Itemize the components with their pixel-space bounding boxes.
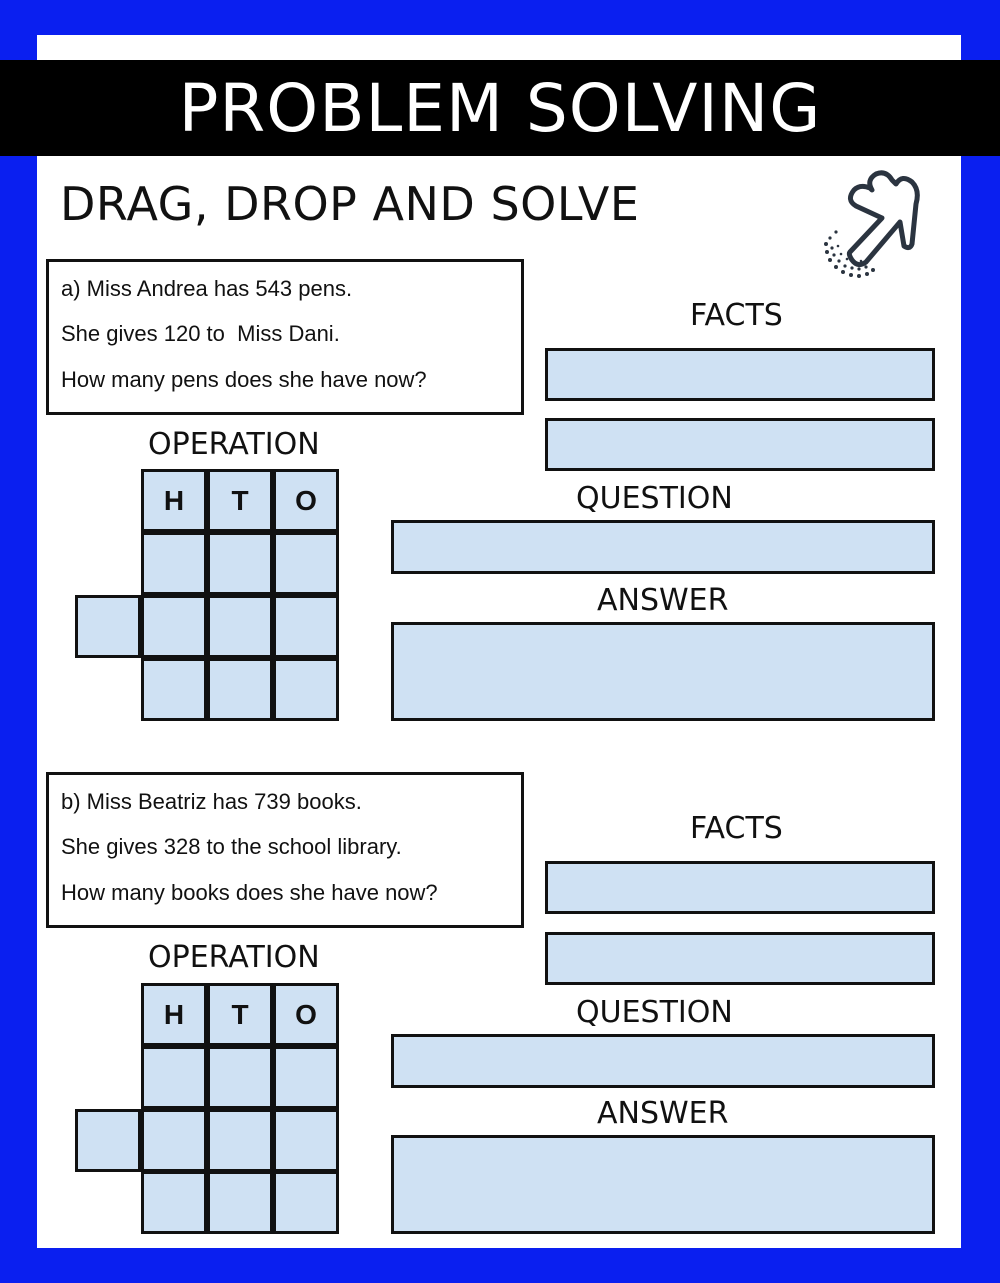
tap-hand-icon bbox=[812, 160, 936, 292]
grid-cell-a-r1-o[interactable] bbox=[273, 532, 339, 595]
hundreds-header: H bbox=[141, 983, 207, 1046]
facts-drop-zone-a-1[interactable] bbox=[545, 348, 935, 401]
grid-cell-b-r3-o[interactable] bbox=[273, 1171, 339, 1234]
grid-cell-a-r1-h[interactable] bbox=[141, 532, 207, 595]
grid-cell-a-r2-h[interactable] bbox=[141, 595, 207, 658]
problem-b-line-2: She gives 328 to the school library. bbox=[61, 834, 402, 859]
grid-cell-a-r3-h[interactable] bbox=[141, 658, 207, 721]
page-subtitle: DRAG, DROP AND SOLVE bbox=[60, 177, 640, 231]
question-label-a: QUESTION bbox=[576, 481, 733, 516]
grid-cell-a-r2-t[interactable] bbox=[207, 595, 273, 658]
grid-cell-a-r3-t[interactable] bbox=[207, 658, 273, 721]
problem-a-line-1: a) Miss Andrea has 543 pens. bbox=[61, 276, 353, 301]
facts-drop-zone-a-2[interactable] bbox=[545, 418, 935, 471]
problem-a-line-2: She gives 120 to Miss Dani. bbox=[61, 321, 340, 346]
hundreds-header: H bbox=[141, 469, 207, 532]
grid-cell-a-r3-o[interactable] bbox=[273, 658, 339, 721]
answer-label-b: ANSWER bbox=[597, 1096, 729, 1131]
problem-a-line-3: How many pens does she have now? bbox=[61, 367, 427, 392]
operation-label-a: OPERATION bbox=[148, 427, 320, 462]
grid-cell-b-r2-o[interactable] bbox=[273, 1109, 339, 1172]
problem-b-box bbox=[46, 772, 524, 928]
answer-drop-zone-b[interactable] bbox=[391, 1135, 935, 1234]
problem-b-line-1: b) Miss Beatriz has 739 books. bbox=[61, 789, 362, 814]
question-label-b: QUESTION bbox=[576, 995, 733, 1030]
grid-cell-b-r3-h[interactable] bbox=[141, 1171, 207, 1234]
ones-header: O bbox=[273, 469, 339, 532]
facts-label-b: FACTS bbox=[690, 811, 783, 846]
tens-header: T bbox=[207, 983, 273, 1046]
grid-cell-b-sign[interactable] bbox=[75, 1109, 141, 1172]
facts-drop-zone-b-2[interactable] bbox=[545, 932, 935, 985]
page-title: PROBLEM SOLVING bbox=[178, 70, 822, 147]
grid-cell-b-r2-t[interactable] bbox=[207, 1109, 273, 1172]
problem-a-box bbox=[46, 259, 524, 415]
facts-label-a: FACTS bbox=[690, 298, 783, 333]
tens-header: T bbox=[207, 469, 273, 532]
problem-b-line-3: How many books does she have now? bbox=[61, 880, 438, 905]
ones-header: O bbox=[273, 983, 339, 1046]
grid-cell-b-r1-o[interactable] bbox=[273, 1046, 339, 1109]
grid-cell-b-r1-h[interactable] bbox=[141, 1046, 207, 1109]
grid-cell-a-r1-t[interactable] bbox=[207, 532, 273, 595]
operation-label-b: OPERATION bbox=[148, 940, 320, 975]
facts-drop-zone-b-1[interactable] bbox=[545, 861, 935, 914]
grid-cell-b-r2-h[interactable] bbox=[141, 1109, 207, 1172]
question-drop-zone-a[interactable] bbox=[391, 520, 935, 574]
grid-cell-b-r1-t[interactable] bbox=[207, 1046, 273, 1109]
answer-drop-zone-a[interactable] bbox=[391, 622, 935, 721]
grid-cell-a-sign[interactable] bbox=[75, 595, 141, 658]
grid-cell-b-r3-t[interactable] bbox=[207, 1171, 273, 1234]
question-drop-zone-b[interactable] bbox=[391, 1034, 935, 1088]
answer-label-a: ANSWER bbox=[597, 583, 729, 618]
grid-cell-a-r2-o[interactable] bbox=[273, 595, 339, 658]
